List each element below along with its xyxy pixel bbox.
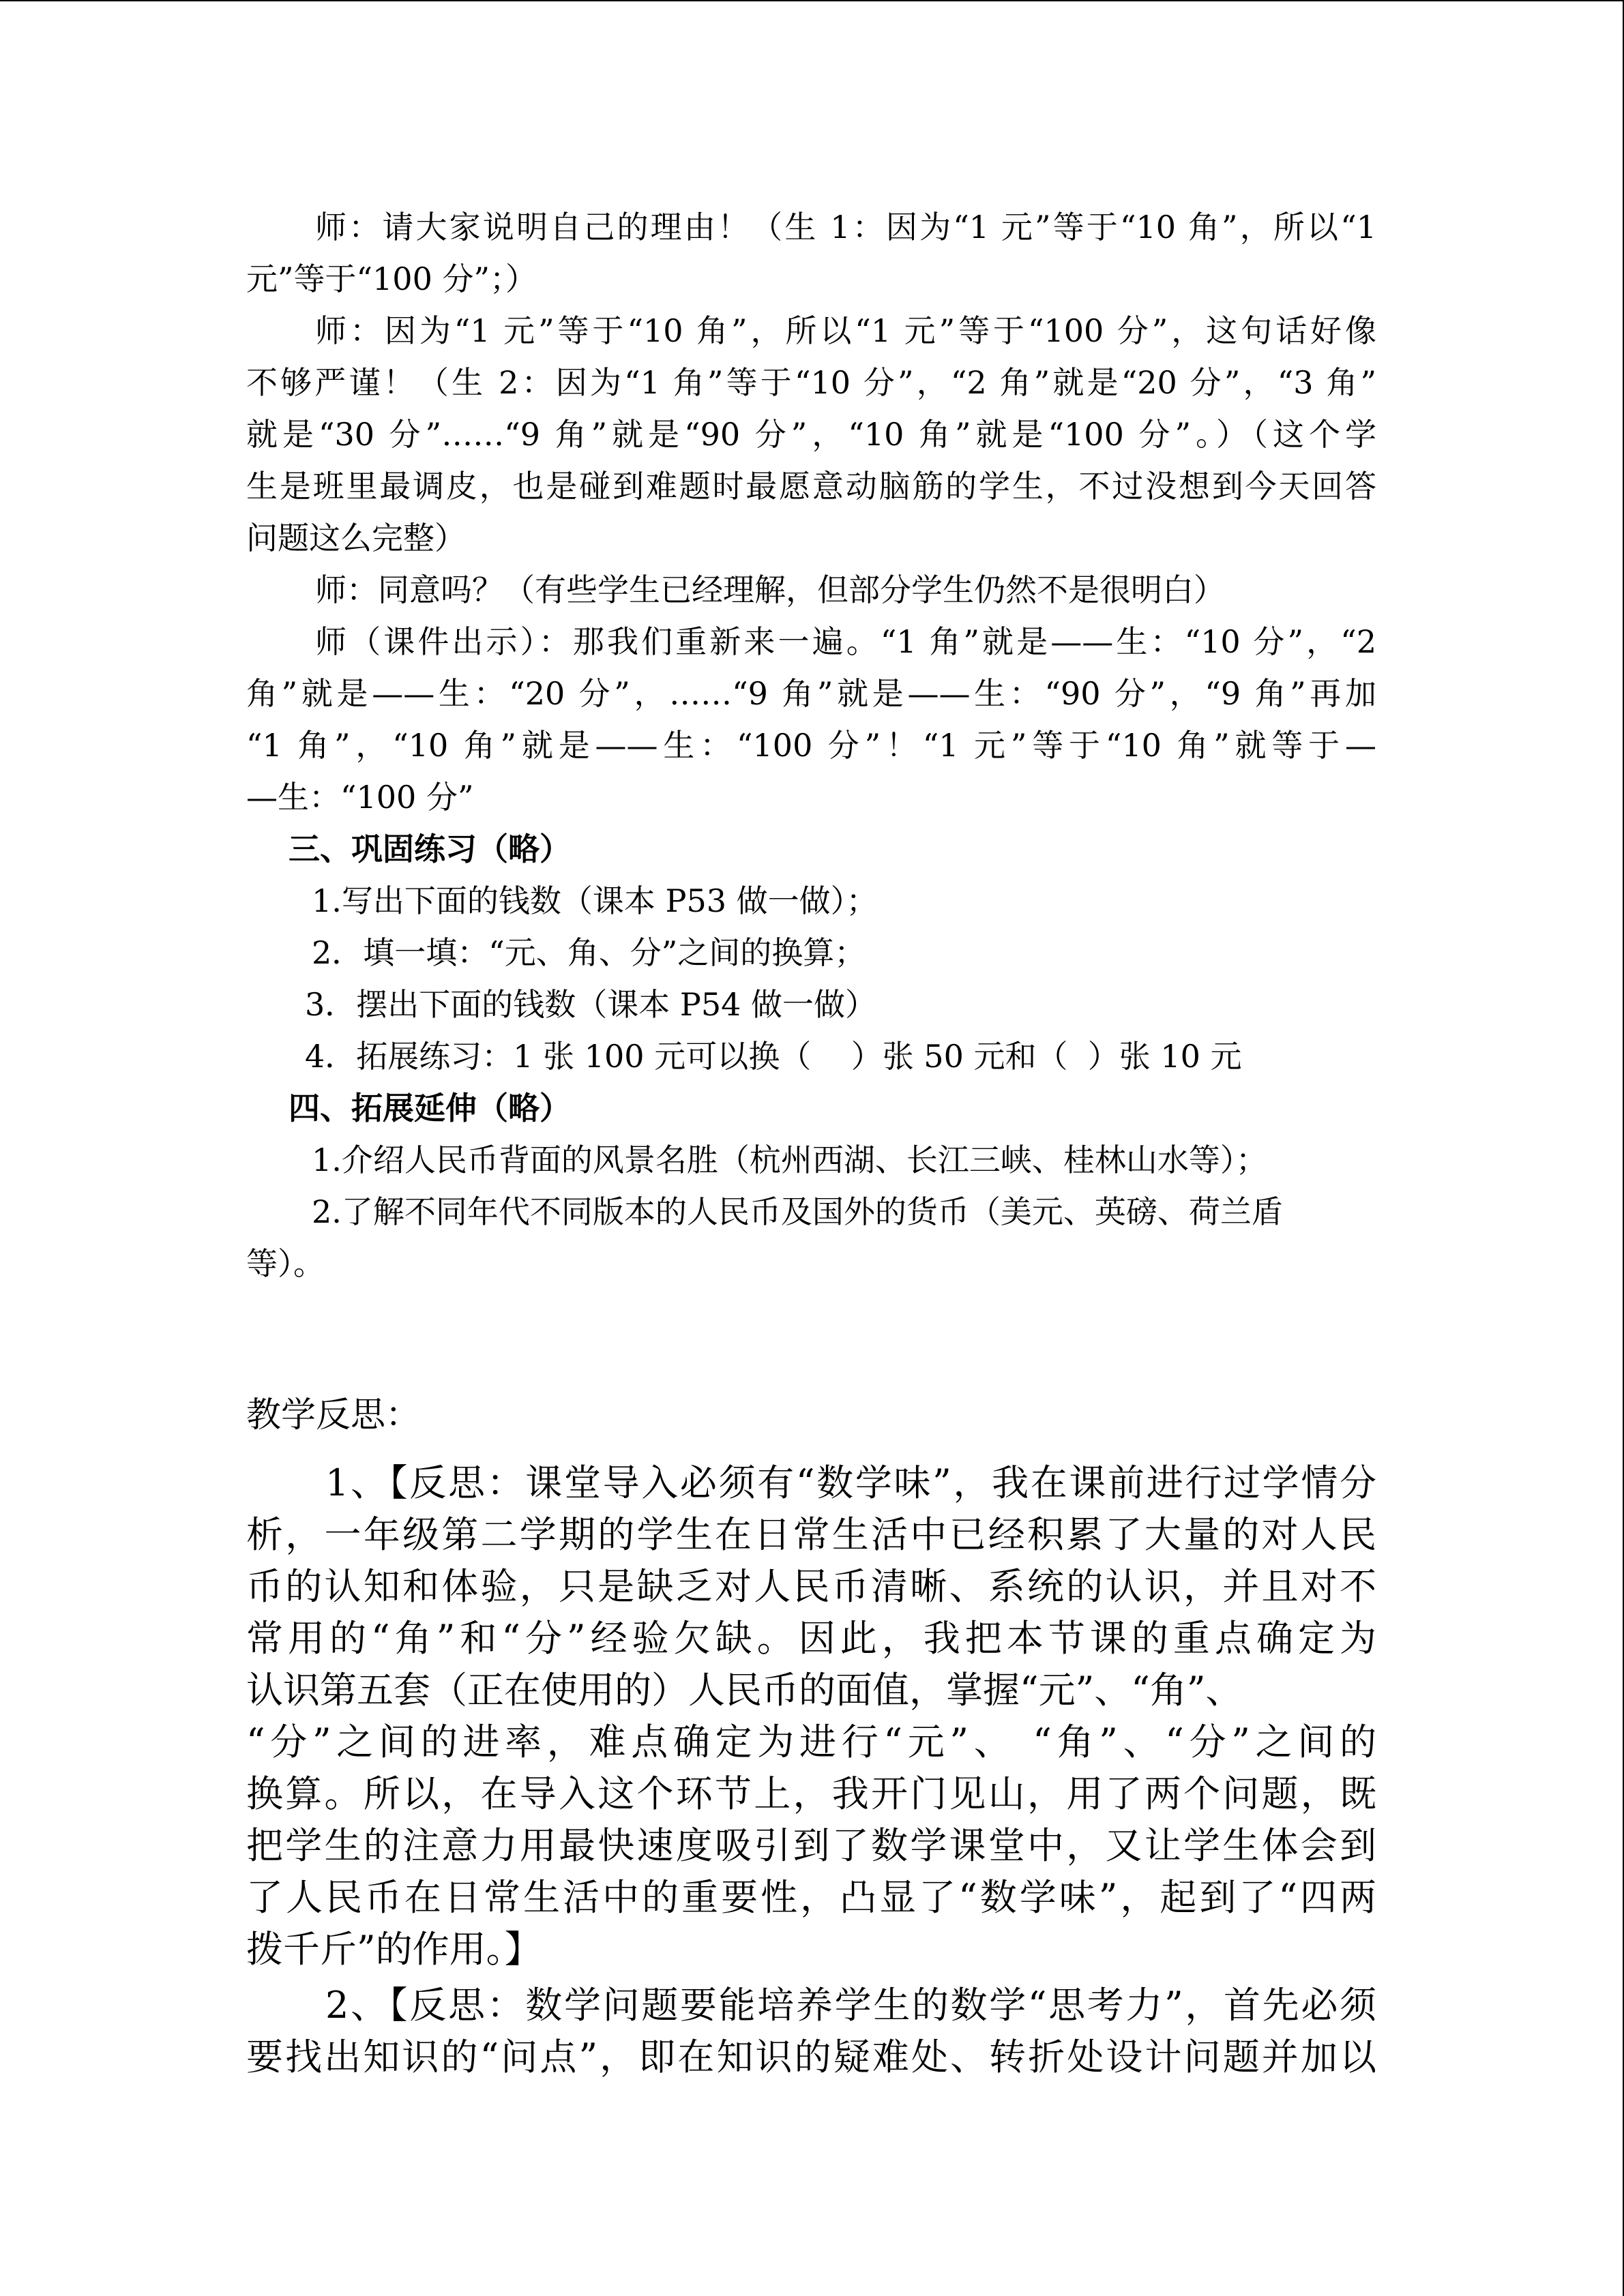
- practice-item: 2．填一填：“元、角、分”之间的换算；: [312, 934, 866, 971]
- extension-heading: 四、拓展延伸（略）: [289, 1090, 571, 1127]
- reflection-paragraph: [246, 1980, 1376, 2083]
- extension-item: [246, 1186, 1376, 1289]
- reflection-heading: [246, 1390, 1376, 1442]
- text-line: 了人民币在日常生活中的重要性，凸显了“数学味”，起到了“四两: [246, 1876, 1376, 1919]
- practice-item: 4．拓展练习：1 张 100 元可以换（ ）张 50 元和（ ）张 10 元: [305, 1038, 1242, 1075]
- text-line: 币的认知和体验，只是缺乏对人民币清晰、系统的认识，并且对不: [246, 1565, 1376, 1608]
- dialogue-paragraph: [246, 616, 1376, 823]
- lesson-body: [246, 201, 1376, 1289]
- practice-heading: 三、巩固练习（略）: [289, 831, 571, 867]
- text-line: 拨千斤”的作用。】: [246, 1928, 542, 1971]
- text-line: 常用的“角”和“分”经验欠缺。因此，我把本节课的重点确定为: [246, 1617, 1376, 1660]
- text-line: 2.了解不同年代不同版本的人民币及国外的货币（美元、英磅、荷兰盾: [312, 1193, 1283, 1230]
- text-line: 角”就是——生：“20 分”，……“9 角”就是——生：“90 分”，“9 角”再加: [246, 675, 1376, 712]
- text-line: 1、【反思：课堂导入必须有“数学味”，我在课前进行过学情分: [325, 1461, 1376, 1504]
- practice-item: 1.写出下面的钱数（课本 P53 做一做）；: [312, 882, 878, 919]
- text-line: 生是班里最调皮，也是碰到难题时最愿意动脑筋的学生，不过没想到今天回答: [246, 468, 1376, 505]
- text-line: “1 角”，“10 角”就是——生：“100 分”！“1 元”等于“10 角”就等于—: [246, 727, 1376, 764]
- text-line: 问题这么完整）: [246, 520, 466, 556]
- practice-item: 3．摆出下面的钱数（课本 P54 做一做）: [305, 986, 876, 1023]
- text-line: 师：因为“1 元”等于“10 角”，所以“1 元”等于“100 分”，这句话好像: [315, 312, 1376, 349]
- text-line: —生：“100 分”: [246, 779, 474, 816]
- text-line: 等）。: [246, 1245, 325, 1282]
- reflection-paragraph: [246, 1457, 1376, 1976]
- text-line: 师：请大家说明自己的理由！（生 1：因为“1 元”等于“10 角”，所以“1: [315, 209, 1376, 245]
- dialogue-paragraph: [246, 564, 1376, 616]
- dialogue-paragraph: [246, 201, 1376, 305]
- text-line: 师（课件出示）：那我们重新来一遍。“1 角”就是——生：“10 分”，“2: [315, 623, 1376, 660]
- text-line: 要找出知识的“问点”，即在知识的疑难处、转折处设计问题并加以: [246, 2036, 1376, 2078]
- text-line: 就是“30 分”……“9 角”就是“90 分”，“10 角”就是“100 分”。）（这个学: [246, 416, 1376, 453]
- text-line: 元”等于“100 分”；）: [246, 260, 537, 297]
- extension-item: 1.介绍人民币背面的风景名胜（杭州西湖、长江三峡、桂林山水等）；: [312, 1142, 1267, 1178]
- text-line: 析，一年级第二学期的学生在日常生活中已经积累了大量的对人民: [246, 1513, 1376, 1556]
- text-line: 师：同意吗？（有些学生已经理解，但部分学生仍然不是很明白）: [315, 571, 1225, 608]
- dialogue-paragraph: [246, 305, 1376, 564]
- heading-text: 教学反思：: [246, 1395, 421, 1435]
- text-line: 不够严谨！（生 2：因为“1 角”等于“10 分”，“2 角”就是“20 分”，“3 角”: [246, 364, 1376, 401]
- text-line: 把学生的注意力用最快速度吸引到了数学课堂中，又让学生体会到: [246, 1824, 1376, 1867]
- text-line: 认识第五套（正在使用的）人民币的面值，掌握“元”、“角”、: [246, 1669, 1243, 1712]
- text-line: 2、【反思：数学问题要能培养学生的数学“思考力”，首先必须: [325, 1984, 1376, 2027]
- text-line: 换算。所以，在导入这个环节上，我开门见山，用了两个问题，既: [246, 1772, 1376, 1815]
- text-line: “分”之间的进率，难点确定为进行“元”、 “角”、“分”之间的: [246, 1720, 1376, 1763]
- reflection-body: [246, 1457, 1376, 2083]
